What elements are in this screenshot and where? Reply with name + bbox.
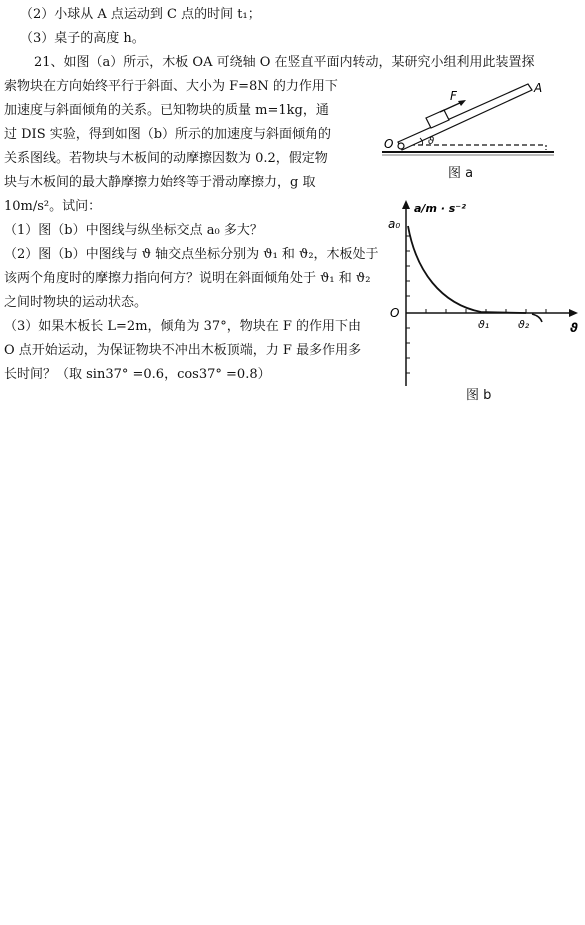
text-line-21-b: 索物块在方向始终平行于斜面、大小为 F=8N 的力作用下 [4, 79, 338, 94]
label-a0: a₀ [388, 217, 401, 231]
curve-tail [532, 314, 542, 322]
figure-a-caption: 图 a [448, 166, 474, 181]
figure-b-caption: 图 b [466, 388, 492, 403]
label-theta: ϑ [428, 136, 435, 147]
text-line-sub1: （1）图（b）中图线与纵坐标交点 a₀ 多大？ [4, 223, 263, 238]
label-F: F [450, 89, 457, 103]
x-axis-label: ϑ [570, 321, 578, 335]
label-origin: O [390, 306, 400, 320]
y-axis-arrow [402, 200, 410, 209]
figure-b-graph [386, 196, 582, 388]
text-line-q2: （2）小球从 A 点运动到 C 点的时间 t₁； [20, 7, 261, 22]
text-line-q3: （3）桌子的高度 h。 [20, 31, 145, 46]
label-theta1: ϑ₁ [478, 318, 490, 331]
pivot-O [398, 143, 404, 149]
text-line-21-intro: 21、如图（a）所示，木板 OA 可绕轴 O 在竖直平面内转动，某研究小组利用此装置探 [34, 55, 535, 70]
label-O: O [384, 137, 394, 151]
text-line-sub3-c: 长时间？（取 sin37° =0.6，cos37° =0.8） [4, 367, 271, 382]
y-axis-label: a/m · s⁻² [414, 202, 466, 215]
text-line-21-g: 10m/s²。试问： [4, 199, 102, 214]
force-arrow [440, 102, 462, 112]
text-line-21-c: 加速度与斜面倾角的关系。已知物块的质量 m=1kg，通 [4, 103, 329, 118]
force-arrowhead [458, 100, 466, 106]
label-A: A [534, 81, 543, 95]
figure-a-incline [382, 78, 562, 160]
text-line-21-d: 过 DIS 实验，得到如图（b）所示的加速度与斜面倾角的 [4, 127, 332, 142]
label-theta2: ϑ₂ [518, 318, 530, 331]
acceleration-curve [408, 226, 526, 313]
text-line-sub3-b: O 点开始运动，为保证物块不冲出木板顶端，力 F 最多作用多 [4, 343, 362, 358]
text-line-sub3-a: （3）如果木板长 L=2m，倾角为 37°，物块在 F 的作用下由 [4, 319, 361, 334]
text-line-sub2-a: （2）图（b）中图线与 ϑ 轴交点坐标分别为 ϑ₁ 和 ϑ₂，木板处于 [4, 247, 379, 262]
text-line-21-f: 块与木板间的最大静摩擦力始终等于滑动摩擦力，g 取 [4, 175, 316, 190]
text-line-sub2-b: 该两个角度时的摩擦力指向何方？说明在斜面倾角处于 ϑ₁ 和 ϑ₂ [4, 271, 371, 286]
board-OA [398, 84, 532, 150]
x-axis-arrow [569, 309, 578, 317]
text-line-sub2-c: 之间时物块的运动状态。 [4, 295, 148, 310]
text-line-21-e: 关系图线。若物块与木板间的动摩擦因数为 0.2，假定物 [4, 151, 328, 166]
